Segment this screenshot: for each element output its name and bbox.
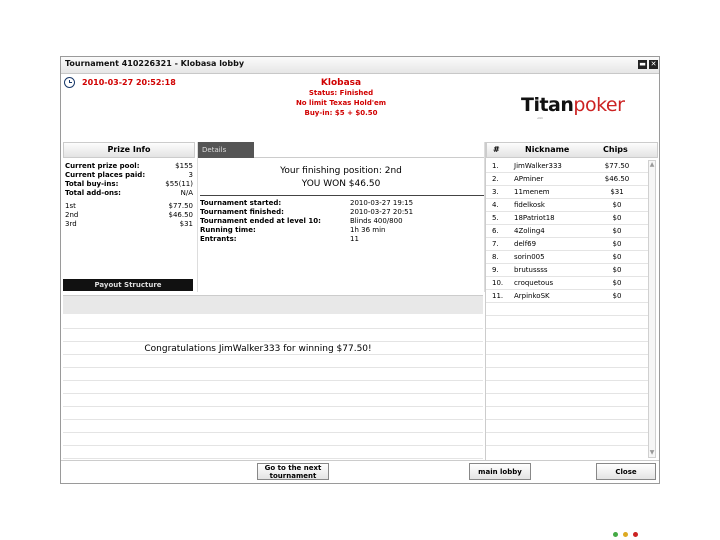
player-rank: 7. (492, 240, 499, 248)
status-dot-yellow-icon (623, 532, 628, 537)
tournament-header (61, 74, 659, 142)
payout-place-row: 2nd $46.50 (65, 211, 193, 219)
titan-poker-logo: Titanpoker .com (521, 94, 625, 120)
player-rank: 10. (492, 279, 504, 287)
player-nickname: croquetous (514, 279, 554, 287)
player-row[interactable] (486, 277, 648, 290)
window-title: Tournament 410226321 - Klobasa lobby (65, 59, 245, 68)
prize-summary-row: Current prize pool: $155 (65, 162, 193, 170)
empty-row (486, 329, 648, 342)
player-chips: $0 (612, 201, 622, 209)
empty-row (486, 316, 648, 329)
player-rank: 5. (492, 214, 499, 222)
winnings-amount: YOU WON $46.50 (301, 179, 381, 189)
prize-summary-row: Current places paid: 3 (65, 171, 193, 179)
empty-row (486, 381, 648, 394)
empty-row (486, 433, 648, 446)
player-nickname: ArpinkoSK (514, 292, 550, 300)
empty-row (486, 368, 648, 381)
empty-row (486, 355, 648, 368)
payout-place-row: 1st $77.50 (65, 202, 193, 210)
player-nickname: brutussss (514, 266, 548, 274)
player-row[interactable] (486, 225, 648, 238)
player-chips: $77.50 (604, 162, 630, 170)
empty-row (486, 394, 648, 407)
tab-bar (254, 142, 484, 158)
chat-row-line (63, 367, 483, 368)
tournament-name: Klobasa (320, 78, 362, 88)
chat-row-line (63, 393, 483, 394)
minimize-icon[interactable]: ▬ (639, 60, 646, 68)
player-nickname: 18Patriot18 (514, 214, 555, 222)
player-rank: 2. (492, 175, 499, 183)
player-row[interactable] (486, 199, 648, 212)
prize-summary-row: Total add-ons: N/A (65, 189, 193, 197)
payout-structure-button[interactable]: Payout Structure (63, 279, 193, 291)
player-rank: 3. (492, 188, 499, 196)
player-row[interactable] (486, 238, 648, 251)
player-chips: $31 (610, 188, 624, 196)
tab-details[interactable]: Details (198, 142, 254, 158)
player-chips: $0 (612, 253, 622, 261)
player-rank: 4. (492, 201, 499, 209)
empty-row (486, 342, 648, 355)
player-rank: 11. (492, 292, 504, 300)
player-chips: $0 (612, 214, 622, 222)
player-row[interactable] (486, 173, 648, 186)
player-chips: $0 (612, 227, 622, 235)
tournament-game: No limit Texas Hold'em (295, 99, 387, 107)
chat-row-line (63, 406, 483, 407)
player-row[interactable] (486, 186, 648, 199)
player-row[interactable] (486, 212, 648, 225)
chat-row-line (63, 380, 483, 381)
chat-row-line (63, 354, 483, 355)
player-chips: $46.50 (604, 175, 630, 183)
chat-row-line (63, 458, 483, 459)
player-nickname: sorin005 (514, 253, 545, 261)
status-dot-red-icon (633, 532, 638, 537)
tournament-status: Status: Finished (308, 89, 374, 97)
next-tournament-button[interactable]: Go to the next tournament (257, 463, 329, 480)
prize-info-panel (63, 142, 195, 290)
close-button[interactable]: Close (596, 463, 656, 480)
current-datetime: 2010-03-27 20:52:18 (82, 78, 176, 87)
player-rank: 9. (492, 266, 499, 274)
player-chips: $0 (612, 292, 622, 300)
chat-row-line (63, 341, 483, 342)
empty-row (486, 303, 648, 316)
player-nickname: fidelkosk (514, 201, 545, 209)
empty-row (486, 420, 648, 433)
column-header-number[interactable]: # (493, 145, 500, 154)
player-chips: $0 (612, 279, 622, 287)
column-header-nickname[interactable]: Nickname (525, 145, 570, 154)
player-nickname: JimWalker333 (514, 162, 562, 170)
tournament-info (251, 78, 431, 118)
players-table-header (486, 142, 658, 158)
player-row[interactable] (486, 251, 648, 264)
player-row[interactable] (486, 160, 648, 173)
prize-info-heading: Prize Info (63, 142, 195, 158)
clock-icon (64, 77, 75, 88)
empty-row (486, 407, 648, 420)
column-header-chips[interactable]: Chips (603, 145, 628, 154)
chat-area (63, 295, 483, 460)
player-nickname: APminer (514, 175, 544, 183)
player-row[interactable] (486, 264, 648, 277)
player-nickname: 11menem (514, 188, 550, 196)
scroll-down-icon[interactable]: ▼ (649, 449, 655, 456)
chat-row-line (63, 419, 483, 420)
player-rank: 8. (492, 253, 499, 261)
players-scrollbar[interactable] (648, 160, 656, 458)
player-nickname: 4Zoling4 (514, 227, 545, 235)
status-dot-green-icon (613, 532, 618, 537)
scroll-up-icon[interactable]: ▲ (649, 161, 655, 168)
player-row[interactable] (486, 290, 648, 303)
player-chips: $0 (612, 240, 622, 248)
players-panel (485, 142, 658, 460)
main-lobby-button[interactable]: main lobby (469, 463, 531, 480)
divider (200, 195, 484, 196)
close-x-icon[interactable]: ✕ (650, 60, 657, 68)
chat-row-line (63, 432, 483, 433)
player-rank: 6. (492, 227, 499, 235)
payout-place-row: 3rd $31 (65, 220, 193, 228)
player-nickname: delf69 (514, 240, 537, 248)
chat-message: Congratulations JimWalker333 for winning $77.50! (144, 344, 372, 354)
finishing-result (198, 165, 484, 191)
chat-header-bar (63, 296, 483, 314)
prize-summary-row: Total buy-ins: $55(11) (65, 180, 193, 188)
chat-row-line (63, 445, 483, 446)
tournament-buyin: Buy-in: $5 + $0.50 (304, 109, 378, 117)
tournament-lobby-window (60, 56, 660, 484)
footer-divider (61, 460, 659, 461)
details-panel: Details Your finishing position: 2nd YOU WON $46.50 Tournament started: 2010-03-27 19:15 Tournament finished: 2010-03-27 20:51 Tournament ended at level 10: Blinds 400/800 Running time: 1h 36 min Entrants: 11 (197, 142, 485, 292)
chat-row-line (63, 328, 483, 329)
player-chips: $0 (612, 266, 622, 274)
finishing-position: Your finishing position: 2nd (280, 166, 402, 176)
player-rank: 1. (492, 162, 499, 170)
title-bar[interactable] (61, 57, 659, 74)
